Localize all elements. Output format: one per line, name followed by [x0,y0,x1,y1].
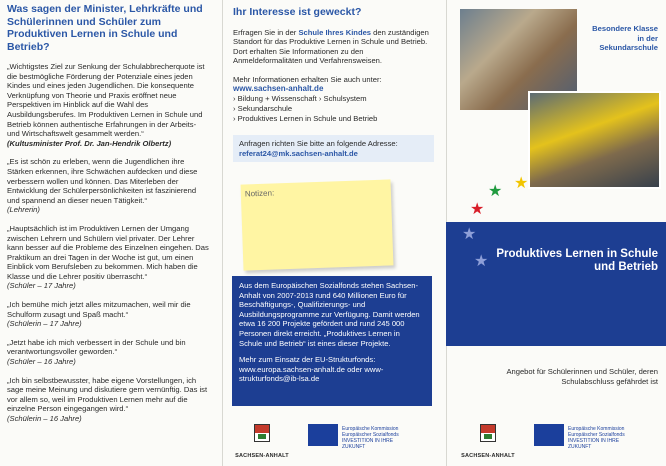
quote-item [7,224,210,291]
right-column [446,0,666,466]
quote-author: (Lehrerin) [7,205,40,215]
quote-text: „Jetzt habe ich mich verbessert in der Schule und bin verantwortungsvoller geworden.“ [7,337,186,357]
contact-box [233,135,434,163]
link-path-item[interactable]: › Bildung + Wissenschaft › Schulsystem [233,94,367,104]
star-icon: ★ [462,226,477,243]
quote-author: (Schülerin – 17 Jahre) [7,319,82,329]
coat-of-arms-icon [254,424,270,442]
quote-item [7,157,210,215]
intro-highlight: Schule Ihres Kindes [298,27,372,37]
eu-text [342,426,412,450]
state-logo-text: SACHSEN-ANHALT [235,453,289,459]
eu-line: Europäische Kommission [342,426,399,432]
quote-item [7,376,210,424]
intro-text-end: den zuständigen Standort für das Produktive Lernen in Schule und Betrieb. Dort erhalten Sie Informationen zu den Anmeldeformalitäten und Verfahrensweisen. [233,27,429,66]
middle-heading: Ihr Interesse ist geweckt? [233,6,362,18]
eu-line: Europäischer Sozialfonds [568,432,625,438]
link-path-item[interactable]: › Sekundarschule [233,104,293,114]
middle-logo-row [222,418,446,458]
eu-flag-icon [308,424,338,446]
intro-text-start: Erfragen Sie in der [233,27,299,37]
title-box [446,222,666,346]
sachsen-anhalt-logo [458,418,518,458]
coat-of-arms-icon [480,424,496,442]
left-column [0,0,222,466]
esf-paragraph: Aus dem Europäischen Sozialfonds stehen Sachsen-Anhalt von 2007-2013 rund 640 Millionen Euro für Beschäftigungs-, Qualifizierungs- und Ausbildungsprogramme zur Verfügung. Damit werden etwa 16 200 Projekte gefördert und rund 245 000 Personen direkt erreicht. „Produktives Lernen in Schule und Betrieb“ ist eines dieser Projekte. [239,281,420,348]
esf-paragraph: Mehr zum Einsatz der EU-Strukturfonds: www.europa.sachsen-anhalt.de oder www-strukturfonds@ib-lsa.de [239,355,384,384]
link-path-list [233,94,434,123]
quote-item [7,338,210,367]
quote-author: (Schüler – 16 Jahre) [7,357,76,367]
contact-label: Anfragen richten Sie bitte an folgende Adresse: [239,138,398,148]
tagline: Besondere Klasse in der Sekundarschule [592,24,658,53]
quote-text: „Hauptsächlich ist im Produktiven Lernen der Umgang zwischen Lehrern und Schülern viel privater. Der Lehrer kann besser auf die Probleme des Einzelnen eingehen. Das Praktikum an drei Tagen in der Woche ist gut, um einen Einblick vom Berufsleben zu bekommen. Mich haben die Klasse und die Lehrer positiv überrascht.“ [7,223,209,281]
star-icon: ★ [514,175,529,192]
quote-author: (Kultusminister Prof. Dr. Jan-Hendrik Olbertz) [7,138,172,148]
quote-item [7,62,210,148]
link-path-item[interactable]: › Produktives Lernen in Schule und Betrieb [233,114,378,124]
state-logo-text: SACHSEN-ANHALT [461,453,515,459]
eu-line: INVESTITION IN IHRE ZUKUNFT [568,438,620,450]
quote-list [7,62,210,424]
more-info-label: Mehr Informationen erhalten Sie auch unter: [233,74,382,84]
eu-text [568,426,638,450]
website-link[interactable]: www.sachsen-anhalt.de [233,84,324,94]
quote-item [7,300,210,329]
notes-sticky [241,179,394,270]
eu-flag-icon [534,424,564,446]
quote-text: „Ich bemühe mich jetzt alles mitzumachen, weil mir die Schulform zusagt und Spaß macht.“ [7,300,191,319]
eu-line: Europäische Kommission [568,426,625,432]
esf-info-box [232,276,432,406]
workshop-photo [528,91,661,189]
sachsen-anhalt-logo [232,418,292,458]
quote-author: (Schüler – 17 Jahre) [7,281,76,291]
star-icon: ★ [470,201,485,218]
star-icon: ★ [488,183,503,200]
quote-text: „Ich bin selbstbewusster, habe eigene Vorstellungen, ich sage meine Meinung und diskutiere gern vernünftig. Das ist vor allem so, weil im Produktiven Lernen mehr auf die einzelne Person eingegangen wird.“ [7,375,208,414]
middle-column [222,0,446,466]
contact-email[interactable]: referat24@mk.sachsen-anhalt.de [239,148,358,158]
main-title: Produktives Lernen in Schule und Betrieb [496,248,658,273]
subtitle: Angebot für Schülerinnen und Schüler, deren Schulabschluss gefährdet ist [506,367,658,386]
right-logo-row [446,418,666,458]
eu-line: INVESTITION IN IHRE ZUKUNFT [342,438,394,450]
quote-text: „Wichtigstes Ziel zur Senkung der Schulabbrecherquote ist die bestmögliche Förderung der Potenziale eines jeden Kindes und eines jeden Jugendlichen. Die konsequente Verknüpfung von Theorie und Praxis eröffnet neue Perspektiven im Hinblick auf die Wahl des Ausbildungsberufes. Im Produktiven Lernen in Schule und Betrieb können authentische Erfahrungen in der Arbeits- und Wirtschaftswelt gesammelt werden.“ [7,62,205,139]
intro-paragraph [233,28,434,66]
quote-author: (Schülerin – 16 Jahre) [7,414,82,423]
quote-text: „Es ist schön zu erleben, wenn die Jugendlichen ihre Stärken erkennen, ihre Schwächen aufdecken und diese verbessern wollen und können. Das Miterleben der Entwicklung der Schülerpersönlichkeiten ist faszinierend und spannend an dieser neuen Tätigkeit.“ [7,157,198,205]
eu-line: Europäischer Sozialfonds [342,432,399,438]
notes-label: Notizen: [244,188,275,199]
star-icon: ★ [474,253,489,270]
left-heading: Was sagen der Minister, Lehrkräfte und Schülerinnen und Schüler zum Produktiven Lernen in Schule und Betrieb? [7,3,203,53]
